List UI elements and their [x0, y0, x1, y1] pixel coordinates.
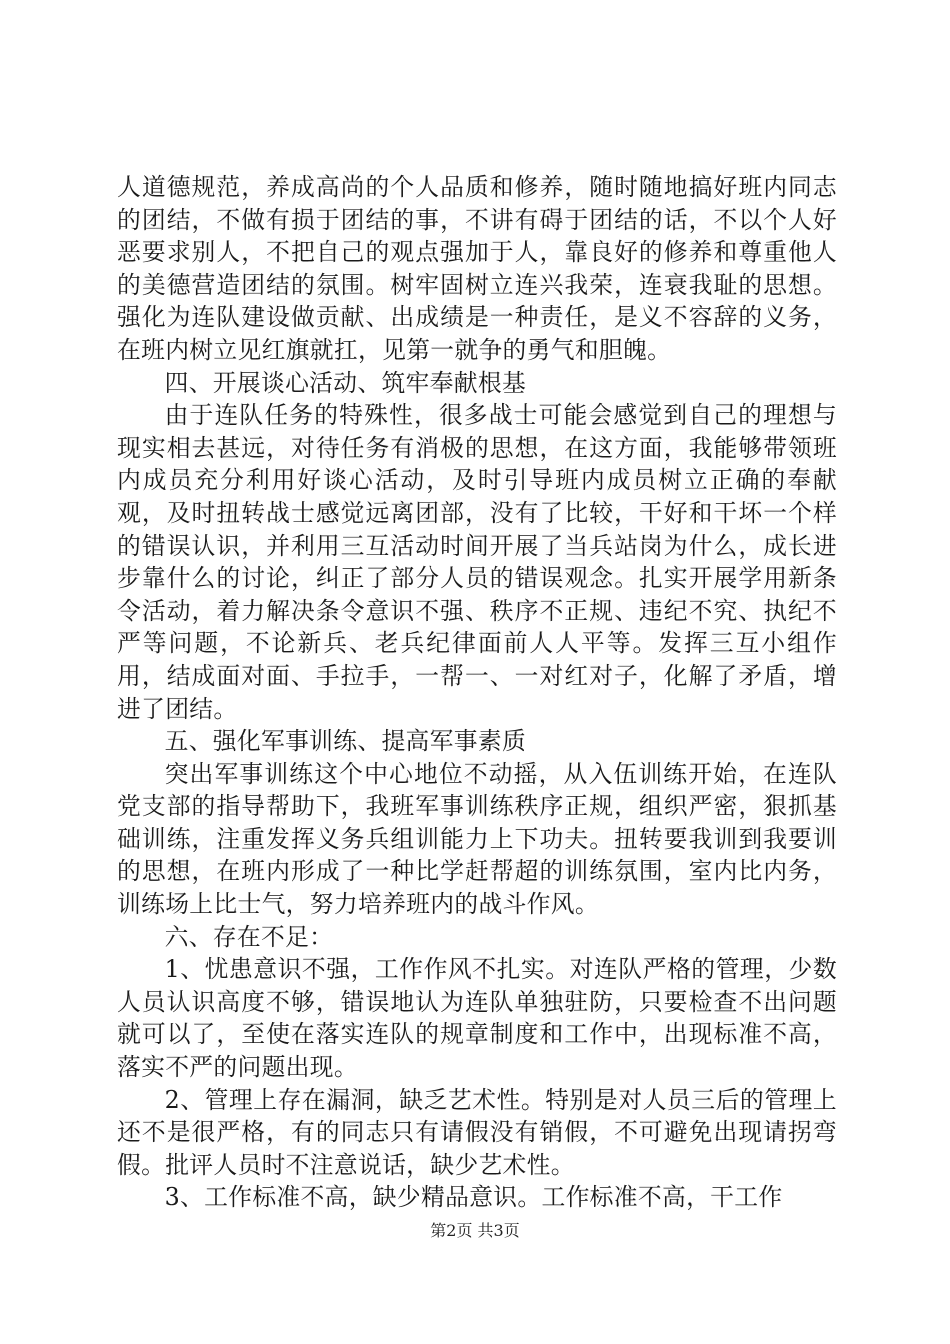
paragraph-shortcoming-1: 1、忧患意识不强，工作作风不扎实。对连队严格的管理，少数人员认识高度不够，错误地认为连队单独驻防，只要检查不出问题就可以了，至使在落实连队的规章制度和工作中，出现标准不高，落实不严的问题出现。	[117, 955, 837, 1082]
paragraph-section-5: 突出军事训练这个中心地位不动摇，从入伍训练开始，在连队党支部的指导帮助下，我班军事训练秩序正规，组织严密，狠抓基础训练，注重发挥义务兵组训能力上下功夫。扭转要我训到我要训的思想，在班内形成了一种比学赶帮超的训练氛围，室内比内务，训练场上比士气，努力培养班内的战斗作风。	[117, 759, 837, 919]
section-heading-5: 五、强化军事训练、提高军事素质	[164, 727, 527, 756]
page-footer: 第2页 共3页	[430, 1221, 520, 1240]
paragraph-shortcoming-2: 2、管理上存在漏洞，缺乏艺术性。特别是对人员三后的管理上还不是很严格，有的同志只有请假没有销假，不可避免出现请拐弯假。批评人员时不注意说话，缺少艺术性。	[117, 1085, 837, 1179]
paragraph-continued: 人道德规范，养成高尚的个人品质和修养，随时随地搞好班内同志的团结，不做有损于团结的事，不讲有碍于团结的话，不以个人好恶要求别人，不把自己的观点强加于人，靠良好的修养和尊重他人的美德营造团结的氛围。树牢固树立连兴我荣，连衰我耻的思想。强化为连队建设做贡献、出成绩是一种责任，是义不容辞的义务，在班内树立见红旗就扛，见第一就争的勇气和胆魄。	[117, 173, 837, 364]
section-heading-6: 六、存在不足：	[164, 922, 334, 951]
paragraph-section-4: 由于连队任务的特殊性，很多战士可能会感觉到自己的理想与现实相去甚远，对待任务有消极的思想，在这方面，我能够带领班内成员充分利用好谈心活动，及时引导班内成员树立正确的奉献观，及时扭转战士感觉远离团部，没有了比较，干好和干坏一个样的错误认识，并利用三互活动时间开展了当兵站岗为什么，成长进步靠什么的讨论，纠正了部分人员的错误观念。扎实开展学用新条令活动，着力解决条令意识不强、秩序不正规、违纪不究、执纪不严等问题，不论新兵、老兵纪律面前人人平等。发挥三互小组作用，结成面对面、手拉手，一帮一、一对红对子，化解了矛盾，增进了团结。	[117, 401, 837, 723]
document-body	[117, 171, 837, 1214]
paragraph-shortcoming-3: 3、工作标准不高，缺少精品意识。工作标准不高，干工作	[164, 1183, 783, 1212]
section-heading-4: 四、开展谈心活动、筑牢奉献根基	[164, 368, 527, 397]
